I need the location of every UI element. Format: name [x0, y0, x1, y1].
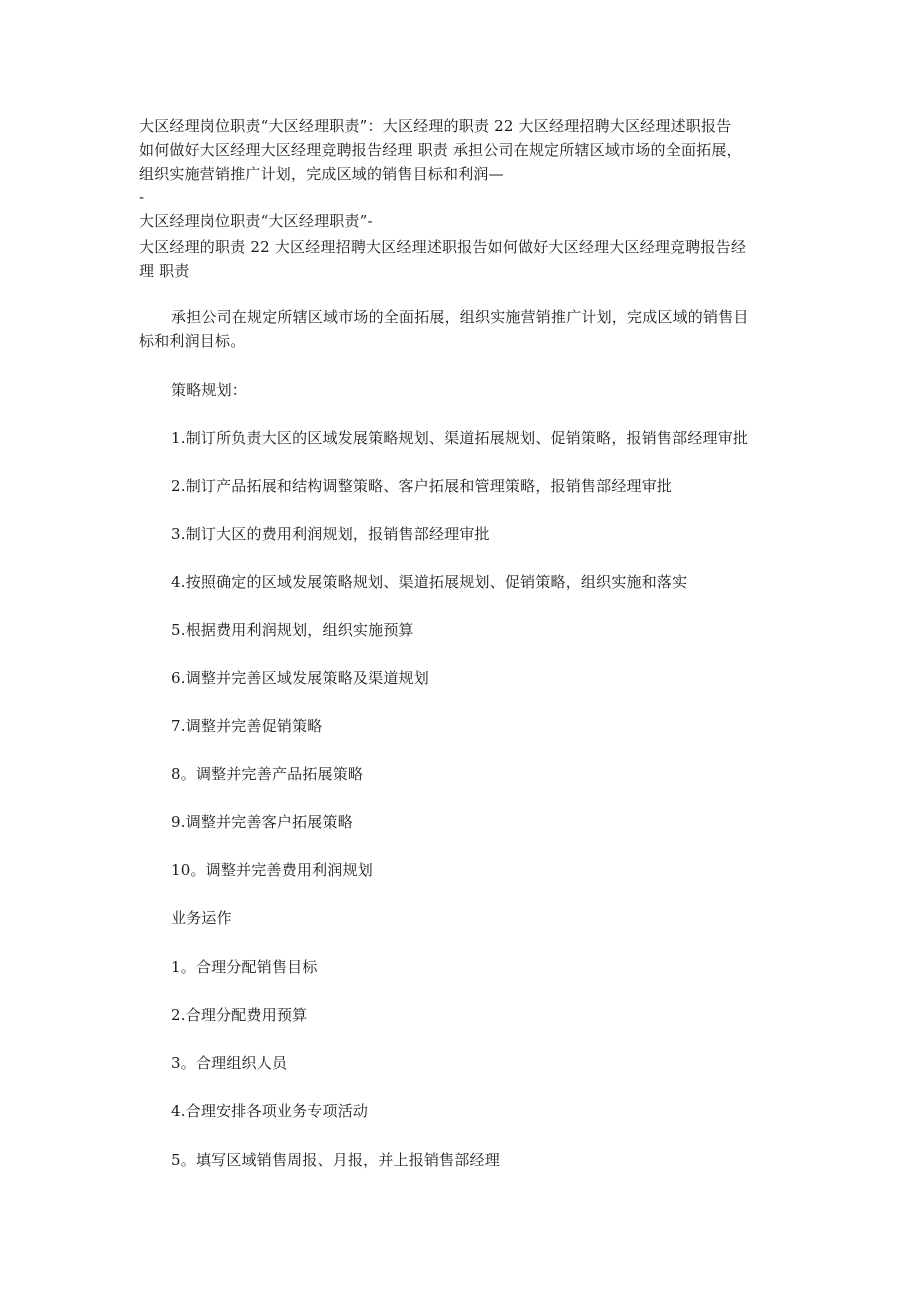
operations-heading: 业务运作 — [171, 909, 232, 927]
list-item: 6.调整并完善区域发展策略及渠道规划 — [171, 669, 429, 687]
list-item: 4.按照确定的区域发展策略规划、渠道拓展规划、促销策略，组织实施和落实 — [171, 573, 688, 591]
list-item: 1。合理分配销售目标 — [171, 958, 318, 976]
list-item: 4.合理安排各项业务专项活动 — [171, 1102, 369, 1120]
list-item: 9.调整并完善客户拓展策略 — [171, 813, 353, 831]
list-item: 3.制订大区的费用利润规划，报销售部经理审批 — [171, 525, 490, 543]
list-item: 5.根据费用利润规划，组织实施预算 — [171, 621, 414, 639]
tags-line-1: 大区经理的职责 22 大区经理招聘大区经理述职报告如何做好大区经理大区经理竞聘报告经 — [139, 238, 747, 256]
list-item: 2.合理分配费用预算 — [171, 1006, 308, 1024]
list-item: 8。调整并完善产品拓展策略 — [171, 765, 364, 783]
strategy-heading: 策略规划： — [171, 381, 248, 399]
intro-line-2: 标和利润目标。 — [139, 332, 246, 350]
tags-line-2: 理 职责 — [139, 262, 190, 280]
header-line-1: 大区经理岗位职责“大区经理职责”：大区经理的职责 22 大区经理招聘大区经理述职报告 — [139, 117, 732, 135]
list-item: 7.调整并完善促销策略 — [171, 717, 323, 735]
header-line-2: 如何做好大区经理大区经理竞聘报告经理 职责 承担公司在规定所辖区域市场的全面拓展， — [139, 141, 742, 159]
list-item: 3。合理组织人员 — [171, 1054, 288, 1072]
list-item: 1.制订所负责大区的区域发展策略规划、渠道拓展规划、促销策略，报销售部经理审批 — [171, 429, 749, 447]
document-title: 大区经理岗位职责“大区经理职责”- — [139, 212, 373, 230]
list-item: 10。调整并完善费用利润规划 — [171, 861, 373, 879]
header-line-3: 组织实施营销推广计划，完成区域的销售目标和利润— — [139, 165, 504, 183]
header-dash: - — [139, 188, 145, 206]
intro-line-1: 承担公司在规定所辖区域市场的全面拓展，组织实施营销推广计划，完成区域的销售目 — [171, 308, 749, 326]
list-item: 2.制订产品拓展和结构调整策略、客户拓展和管理策略，报销售部经理审批 — [171, 477, 673, 495]
list-item: 5。填写区域销售周报、月报，并上报销售部经理 — [171, 1151, 500, 1169]
